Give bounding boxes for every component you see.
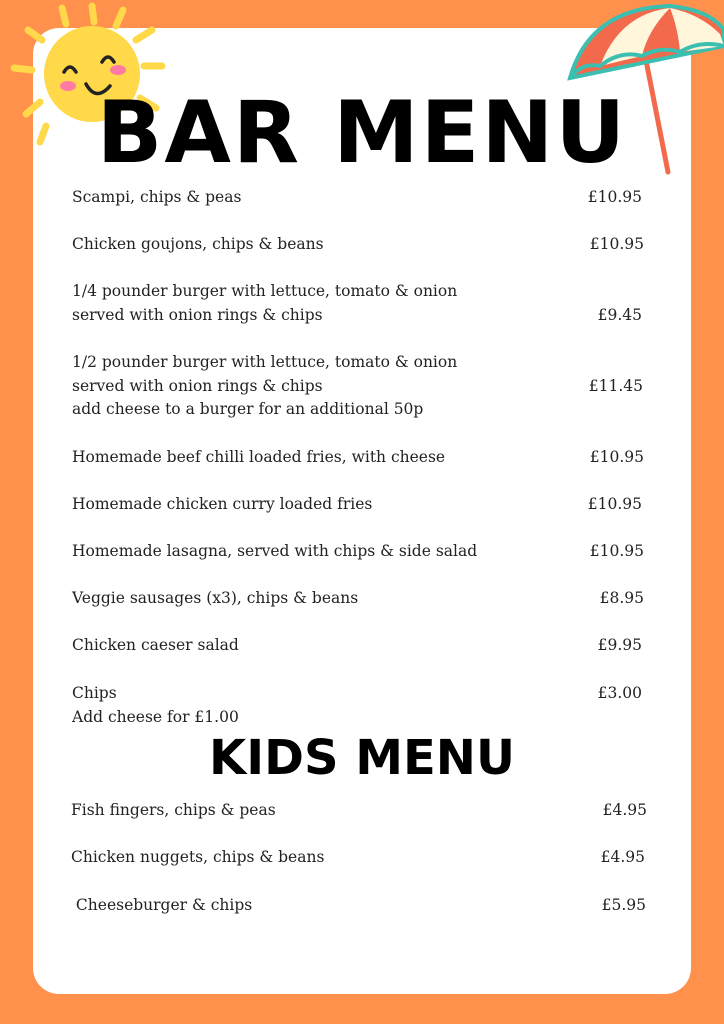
item-line: Homemade chicken curry loaded fries [72, 495, 373, 513]
menu-item [72, 587, 358, 611]
item-line: served with onion rings & chips [72, 376, 323, 395]
item-line: 1/4 pounder burger with lettuce, tomato & onion [72, 282, 458, 300]
item-price: £8.95 [599, 589, 644, 607]
item-price: £9.95 [597, 636, 642, 654]
menu-item [72, 634, 239, 658]
menu-item [72, 351, 457, 422]
menu-item [72, 682, 239, 729]
item-line: Homemade lasagna, served with chips & side salad [72, 542, 478, 560]
item-line: Cheeseburger & chips [71, 896, 253, 914]
item-line: Veggie sausages (x3), chips & beans [72, 589, 359, 607]
item-price: £10.95 [589, 542, 644, 560]
item-line: Add cheese for £1.00 [72, 707, 239, 726]
item-price: £4.95 [602, 801, 647, 819]
item-line: Scampi, chips & peas [72, 188, 242, 206]
item-price: £5.95 [601, 896, 646, 914]
menu-item [71, 846, 324, 870]
menu-item [72, 540, 477, 564]
item-line: 1/2 pounder burger with lettuce, tomato & onion [72, 353, 458, 371]
menu-item [72, 280, 457, 327]
menu-item [71, 894, 252, 918]
menu-item [72, 233, 324, 257]
item-price: £10.95 [587, 495, 642, 513]
item-price: £3.00 [597, 684, 642, 702]
menu-item [71, 799, 276, 823]
item-line: Chicken goujons, chips & beans [72, 235, 324, 253]
menu-item [72, 446, 445, 470]
item-line: Chicken caeser salad [72, 636, 239, 654]
item-line: add cheese to a burger for an additional 50p [72, 400, 424, 418]
item-line: Chicken nuggets, chips & beans [71, 848, 325, 866]
item-line: Chips [72, 684, 117, 702]
item-price: £10.95 [587, 188, 642, 206]
kids-menu-title: KIDS MENU [209, 730, 515, 786]
item-price: £10.95 [589, 448, 644, 466]
item-price: £4.95 [600, 848, 645, 866]
menu-item [72, 186, 241, 210]
item-price: £9.45 [597, 306, 642, 324]
item-line: Homemade beef chilli loaded fries, with cheese [72, 448, 446, 466]
item-line: Fish fingers, chips & peas [71, 801, 276, 819]
bar-menu-title: BAR MENU [96, 83, 628, 183]
item-price: £11.45 [588, 377, 643, 395]
item-price: £10.95 [589, 235, 644, 253]
item-line: served with onion rings & chips [72, 305, 323, 324]
menu-item [72, 493, 372, 517]
